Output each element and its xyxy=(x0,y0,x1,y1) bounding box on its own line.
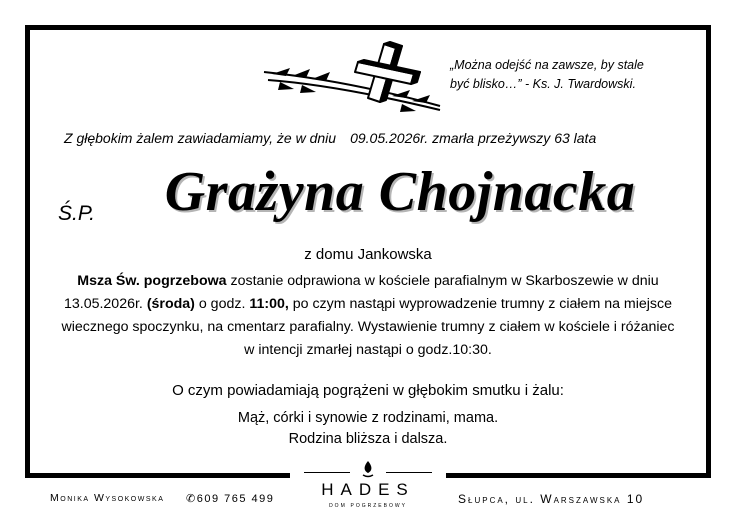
footer-phone: ✆609 765 499 xyxy=(186,493,275,505)
hades-logo xyxy=(300,458,436,514)
logo-subtitle: dom pogrzebowy xyxy=(329,502,407,509)
logo-line-left xyxy=(304,472,350,473)
footer-person: Monika Wysokowska xyxy=(50,492,165,504)
funeral-details xyxy=(58,270,678,362)
maiden-name: z domu Jankowska xyxy=(304,246,432,263)
logo-line-right xyxy=(386,472,432,473)
funeral-day: (środa) xyxy=(146,296,195,312)
funeral-text-2: o godz. xyxy=(194,296,250,312)
death-announcement xyxy=(64,130,704,146)
cross-with-palm-icon xyxy=(262,38,442,118)
quote-line-1: „Można odejść na zawsze, by stale xyxy=(450,58,644,72)
family-line-1: Mąż, córki i synowie z rodzinami, mama. xyxy=(237,410,499,426)
death-date-text: 09.05.2026r. zmarła przeżywszy 63 lata xyxy=(350,130,597,146)
funeral-time: 11:00, xyxy=(249,296,289,312)
family-line-2: Rodzina bliższa i dalsza. xyxy=(288,431,448,447)
intro-text: Z głębokim żalem zawiadamiamy, że w dniu xyxy=(64,130,337,146)
quote xyxy=(450,56,680,94)
deceased-name: Grażyna Chojnacka xyxy=(164,161,636,223)
family-list xyxy=(0,408,736,450)
logo-name: HADES xyxy=(321,480,415,499)
mass-label: Msza Św. pogrzebowa xyxy=(77,273,227,289)
sp-prefix: Ś.P. xyxy=(58,202,95,225)
quote-line-2: być blisko…” - Ks. J. Twardowski. xyxy=(450,77,636,91)
funeral-text-3: po czym nastąpi wyprowadzenie trumny z ciałem na miejsce wiecznego spoczynku, na cmentarz parafialny. Wystawienie trumny z ciałem w kościele i różaniec w intencji zmarłej nastąpi o godz.10:30. xyxy=(61,296,675,358)
flame-icon xyxy=(361,460,375,478)
footer-address: Słupca, ul. Warszawska 10 xyxy=(458,492,645,506)
notify-line: O czym powiadamiają pogrążeni w głębokim smutku i żalu: xyxy=(172,382,564,399)
funeral-text-1: zostanie odprawiona w kościele parafialnym w Skarboszewie w dniu 13.05.2026r. xyxy=(63,273,659,312)
